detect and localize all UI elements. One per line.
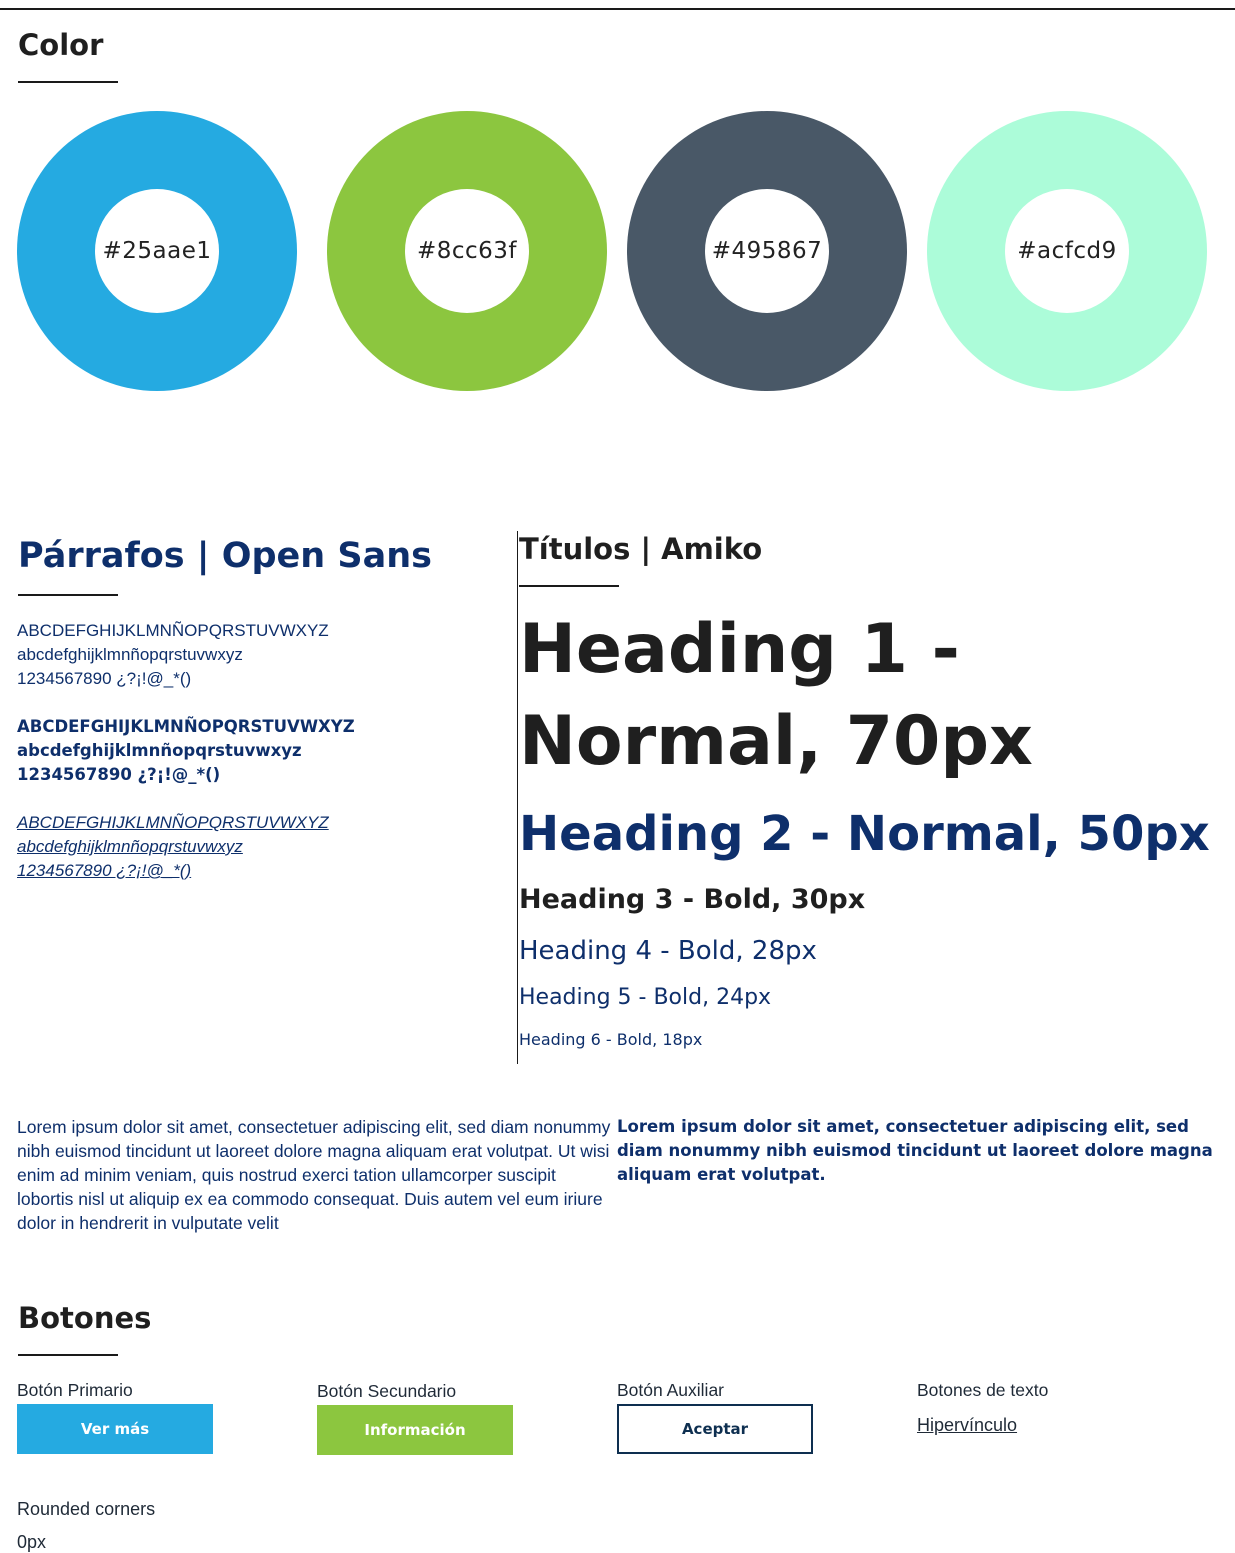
lorem-regular: Lorem ipsum dolor sit amet, consectetuer adipiscing elit, sed diam nonummy nibh euismod tincidunt ut laoreet dolore magna aliquam erat volutpat. Ut wisi enim ad minim veniam, quis nostrud exerci tation ullamcorper suscipit lobortis nisl ut aliquip ex ea commodo consequat. Duis autem vel eum iriure dolor in hendrerit in vulputate velit — [17, 1117, 611, 1233]
buttons-section-title: Botones — [18, 1301, 152, 1335]
secondary-button[interactable]: Información — [317, 1405, 513, 1455]
titles-title: Títulos | Amiko — [519, 532, 763, 566]
heading-1-sample: Heading 1 - Normal, 70px — [519, 610, 1033, 781]
regular-sample-digits: 1234567890 ¿?¡!@_*() — [17, 669, 192, 688]
top-rule — [0, 8, 1235, 10]
buttons-title-underline — [18, 1354, 118, 1356]
swatch-slate — [627, 111, 907, 391]
italic-sample-upper: ABCDEFGHIJKLMNÑOPQRSTUVWXYZ — [17, 813, 329, 832]
color-section-title: Color — [18, 28, 104, 62]
regular-sample-lower: abcdefghijklmnñopqrstuvwxyz — [17, 645, 243, 664]
heading-3-sample: Heading 3 - Bold, 30px — [519, 884, 866, 915]
color-title-underline — [18, 81, 118, 83]
rounded-corners-label: Rounded corners — [17, 1499, 156, 1519]
italic-sample-digits: 1234567890 ¿?¡!@_*() — [17, 861, 192, 880]
swatch-blue — [17, 111, 297, 391]
bold-sample — [17, 715, 355, 787]
lorem-bold: Lorem ipsum dolor sit amet, consectetuer adipiscing elit, sed diam nonummy nibh euismod tincidunt ut laoreet dolore magna aliquam erat volutpat. — [617, 1117, 1213, 1184]
titles-title-underline — [519, 585, 619, 587]
heading-2-sample: Heading 2 - Normal, 50px — [519, 806, 1210, 862]
regular-sample-upper: ABCDEFGHIJKLMNÑOPQRSTUVWXYZ — [17, 621, 329, 640]
paragraphs-title: Párrafos | Open Sans — [18, 536, 432, 576]
auxiliary-button[interactable]: Aceptar — [617, 1404, 813, 1454]
swatch-green-label: #8cc63f — [405, 189, 529, 313]
hyperlink-button[interactable]: Hipervínculo — [917, 1415, 1018, 1435]
heading-4-sample: Heading 4 - Bold, 28px — [519, 936, 817, 966]
swatch-blue-label: #25aae1 — [95, 189, 219, 313]
swatch-mint-label: #acfcd9 — [1005, 189, 1129, 313]
swatch-mint — [927, 111, 1207, 391]
secondary-button-label: Botón Secundario — [317, 1381, 457, 1401]
italic-sample — [17, 811, 329, 883]
heading-6-sample: Heading 6 - Bold, 18px — [519, 1030, 703, 1049]
swatch-slate-label: #495867 — [705, 189, 829, 313]
bold-sample-digits: 1234567890 ¿?¡!@_*() — [17, 765, 221, 784]
bold-sample-upper: ABCDEFGHIJKLMNÑOPQRSTUVWXYZ — [17, 717, 355, 736]
heading-5-sample: Heading 5 - Bold, 24px — [519, 985, 772, 1010]
column-divider — [517, 531, 518, 1064]
italic-sample-lower: abcdefghijklmnñopqrstuvwxyz — [17, 837, 243, 856]
primary-button-label: Botón Primario — [17, 1380, 133, 1400]
rounded-corners-value: 0px — [17, 1532, 47, 1552]
auxiliary-button-label: Botón Auxiliar — [617, 1380, 725, 1400]
primary-button[interactable]: Ver más — [17, 1404, 213, 1454]
bold-sample-lower: abcdefghijklmnñopqrstuvwxyz — [17, 741, 302, 760]
swatch-green — [327, 111, 607, 391]
paragraphs-title-underline — [18, 594, 118, 596]
regular-sample — [17, 619, 329, 691]
text-buttons-label: Botones de texto — [917, 1380, 1049, 1400]
